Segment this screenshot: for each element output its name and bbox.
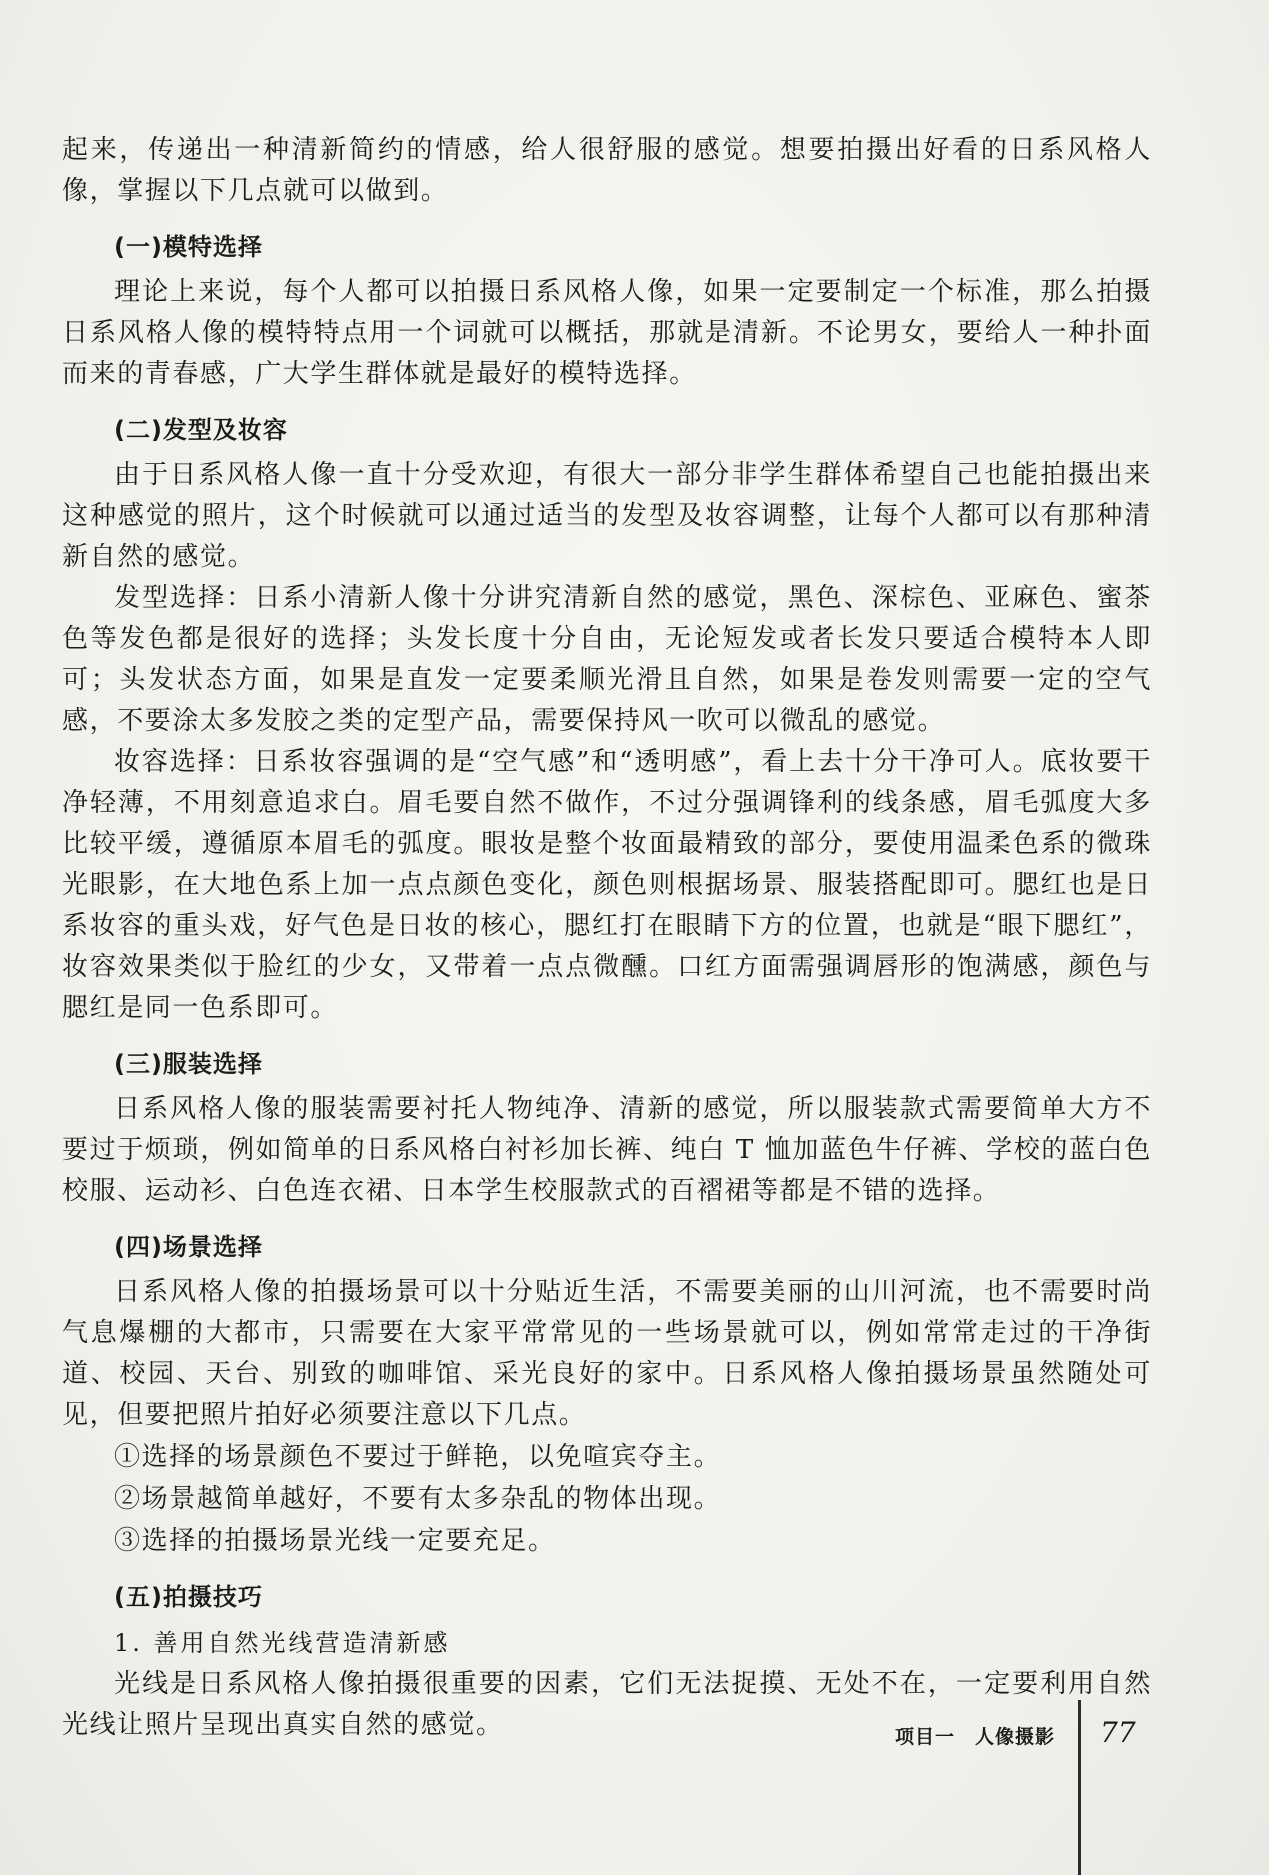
section-heading-model: (一)模特选择 [114, 233, 263, 261]
page-number: 77 [1100, 1716, 1136, 1749]
list-item: ③选择的拍摄场景光线一定要充足。 [114, 1526, 556, 1556]
section-heading-scene: (四)场景选择 [114, 1233, 263, 1261]
list-item: ①选择的场景颜色不要过于鲜艳，以免喧宾夺主。 [114, 1442, 722, 1472]
running-footer-chapter: 项目一 人像摄影 [895, 1726, 1056, 1748]
footer-divider [1078, 1700, 1081, 1875]
section-paragraph: 由于日系风格人像一直十分受欢迎，有很大一部分非学生群体希望自己也能拍摄出来这种感觉的照片，这个时候就可以通过适当的发型及妆容调整，让每个人都可以有那种清新自然的感觉。 [62, 460, 1152, 572]
section-paragraph: 日系风格人像的服装需要衬托人物纯净、清新的感觉，所以服装款式需要简单大方不要过于烦琐，例如简单的日系风格白衬衫加长裤、纯白 T 恤加蓝色牛仔裤、学校的蓝白色校服、运动衫、白色连衣裙、日本学生校服款式的百褶裙等都是不错的选择。 [62, 1094, 1152, 1206]
page-body [62, 130, 1152, 1746]
intro-paragraph: 起来，传递出一种清新简约的情感，给人很舒服的感觉。想要拍摄出好看的日系风格人像，掌握以下几点就可以做到。 [62, 135, 1152, 206]
section-paragraph: 妆容选择：日系妆容强调的是“空气感”和“透明感”，看上去十分干净可人。底妆要干净轻薄，不用刻意追求白。眉毛要自然不做作，不过分强调锋利的线条感，眉毛弧度大多比较平缓，遵循原本眉毛的弧度。眼妆是整个妆面最精致的部分，要使用温柔色系的微珠光眼影，在大地色系上加一点点颜色变化，颜色则根据场景、服装搭配即可。腮红也是日系妆容的重头戏，好气色是日妆的核心，腮红打在眼睛下方的位置，也就是“眼下腮红”，妆容效果类似于脸红的少女，又带着一点点微醺。口红方面需强调唇形的饱满感，颜色与腮红是同一色系即可。 [62, 747, 1152, 1023]
section-paragraph: 理论上来说，每个人都可以拍摄日系风格人像，如果一定要制定一个标准，那么拍摄日系风格人像的模特特点用一个词就可以概括，那就是清新。不论男女，要给人一种扑面而来的青春感，广大学生群体就是最好的模特选择。 [62, 277, 1152, 389]
section-paragraph: 光线是日系风格人像拍摄很重要的因素，它们无法捉摸、无处不在，一定要利用自然光线让照片呈现出真实自然的感觉。 [62, 1669, 1152, 1740]
list-item: ②场景越简单越好，不要有太多杂乱的物体出现。 [114, 1484, 722, 1514]
section-heading-technique: (五)拍摄技巧 [114, 1583, 263, 1611]
section-paragraph: 发型选择：日系小清新人像十分讲究清新自然的感觉，黑色、深棕色、亚麻色、蜜茶色等发色都是很好的选择；头发长度十分自由，无论短发或者长发只要适合模特本人即可；头发状态方面，如果是直发一定要柔顺光滑且自然，如果是卷发则需要一定的空气感，不要涂太多发胶之类的定型产品，需要保持风一吹可以微乱的感觉。 [62, 583, 1152, 736]
section-paragraph: 日系风格人像的拍摄场景可以十分贴近生活，不需要美丽的山川河流，也不需要时尚气息爆棚的大都市，只需要在大家平常常见的一些场景就可以，例如常常走过的干净街道、校园、天台、别致的咖啡馆、采光良好的家中。日系风格人像拍摄场景虽然随处可见，但要把照片拍好必须要注意以下几点。 [62, 1277, 1152, 1430]
section-heading-clothing: (三)服装选择 [114, 1050, 263, 1078]
section-heading-hair-makeup: (二)发型及妆容 [114, 416, 288, 444]
subsection-heading: 1. 善用自然光线营造清新感 [114, 1629, 451, 1657]
